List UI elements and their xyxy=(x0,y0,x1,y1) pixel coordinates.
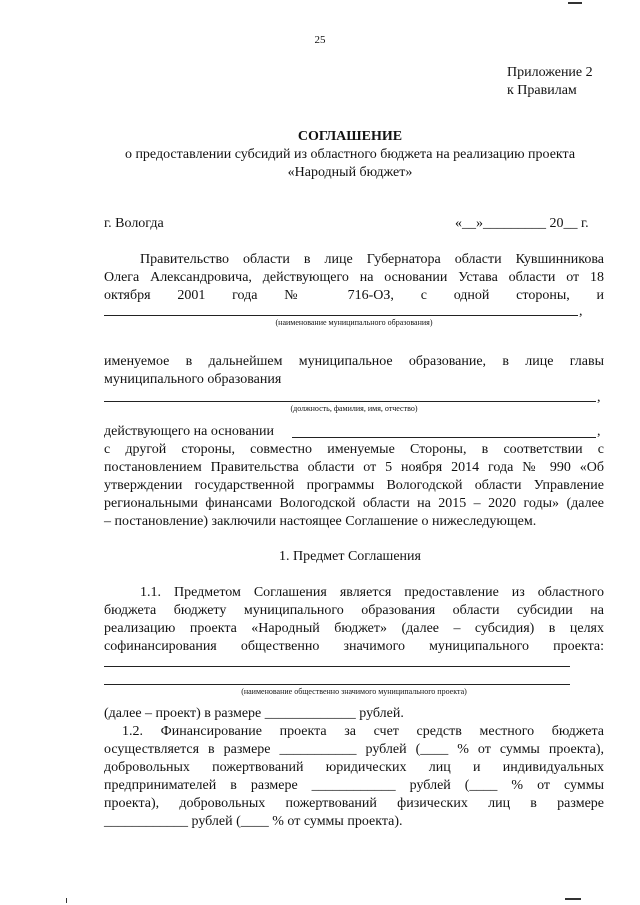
acting-basis-blank xyxy=(292,437,596,438)
para1-line-3: октября 2001 года № 716-ОЗ, с одной стороны, и xyxy=(104,288,604,303)
project-blank-2 xyxy=(104,684,570,685)
document-subtitle-line-2: «Народный бюджет» xyxy=(287,165,413,180)
clause-1-1-line-1: 1.1. Предметом Соглашения является предоставление из областного xyxy=(140,585,604,600)
project-amount: (далее – проект) в размере _____________ рублей. xyxy=(104,706,404,721)
para3-line-3: утверждении государственной программы Вологодской области Управление xyxy=(104,478,604,493)
caption-project: (наименование общественно значимого муниципального проекта) xyxy=(241,687,467,696)
appendix-label xyxy=(507,64,593,100)
appendix-line-1: Приложение 2 xyxy=(507,65,593,80)
caption-municipality: (наименование муниципального образования) xyxy=(275,318,433,327)
section-1-heading: 1. Предмет Соглашения xyxy=(279,549,421,564)
clause-1-2-line-2: осуществляется в размере ___________ рублей (____ % от суммы проекта), xyxy=(104,742,604,757)
scan-mark-top xyxy=(568,2,582,4)
para2-line-1: именуемое в дальнейшем муниципальное образование, в лице главы xyxy=(104,354,604,369)
para3-line-5: – постановление) заключили настоящее Соглашение о нижеследующем. xyxy=(104,514,537,529)
date-field: «__»_________ 20__ г. xyxy=(455,216,589,231)
para1-line-1: Правительство области в лице Губернатора области Кувшинникова xyxy=(140,252,604,267)
position-blank xyxy=(104,401,596,402)
clause-1-2-line-1: 1.2. Финансирование проекта за счет средств местного бюджета xyxy=(122,724,604,739)
clause-1-1-line-4: софинансирования общественно значимого муниципального проекта: xyxy=(104,639,604,654)
municipality-blank xyxy=(104,315,578,316)
document-subtitle-line-1: о предоставлении субсидий из областного бюджета на реализацию проекта xyxy=(124,147,576,162)
clause-1-1-line-3: реализацию проекта «Народный бюджет» (далее – субсидия) в целях xyxy=(104,621,604,636)
acting-basis-label: действующего на основании xyxy=(104,424,275,439)
clause-1-2-line-5: проекта), добровольных пожертвований физических лиц в размере xyxy=(104,796,604,811)
para3-line-4: региональными финансами Вологодской области на 2015 – 2020 годы» (далее xyxy=(104,496,604,511)
para2-line-2: муниципального образования xyxy=(104,372,282,387)
municipality-comma: , xyxy=(579,304,583,319)
position-comma: , xyxy=(597,390,601,405)
clause-1-2-line-3: добровольных пожертвований юридических лиц и индивидуальных xyxy=(104,760,604,775)
para3-line-1: с другой стороны, совместно именуемые Стороны, в соответствии с xyxy=(104,442,604,457)
caption-position: (должность, фамилия, имя, отчество) xyxy=(290,404,418,413)
document-title: СОГЛАШЕНИЕ xyxy=(297,129,403,144)
clause-1-2-line-6: ____________ рублей (____ % от суммы проекта). xyxy=(104,814,403,829)
page-number: 25 xyxy=(314,34,326,46)
scan-mark-bottom xyxy=(565,898,581,900)
clause-1-1-line-2: бюджета бюджету муниципального образования области субсидии на xyxy=(104,603,604,618)
place: г. Вологда xyxy=(104,216,164,231)
para1-line-2: Олега Александровича, действующего на основании Устава области от 18 xyxy=(104,270,604,285)
scan-mark-left xyxy=(66,898,67,903)
project-blank-1 xyxy=(104,666,570,667)
para3-line-2: постановлением Правительства области от 5 ноября 2014 года № 990 «Об xyxy=(104,460,604,475)
appendix-line-2: к Правилам xyxy=(507,83,577,98)
clause-1-2-line-4: предпринимателей в размере ____________ рублей (____ % от суммы xyxy=(104,778,604,793)
acting-basis-comma: , xyxy=(597,424,601,439)
